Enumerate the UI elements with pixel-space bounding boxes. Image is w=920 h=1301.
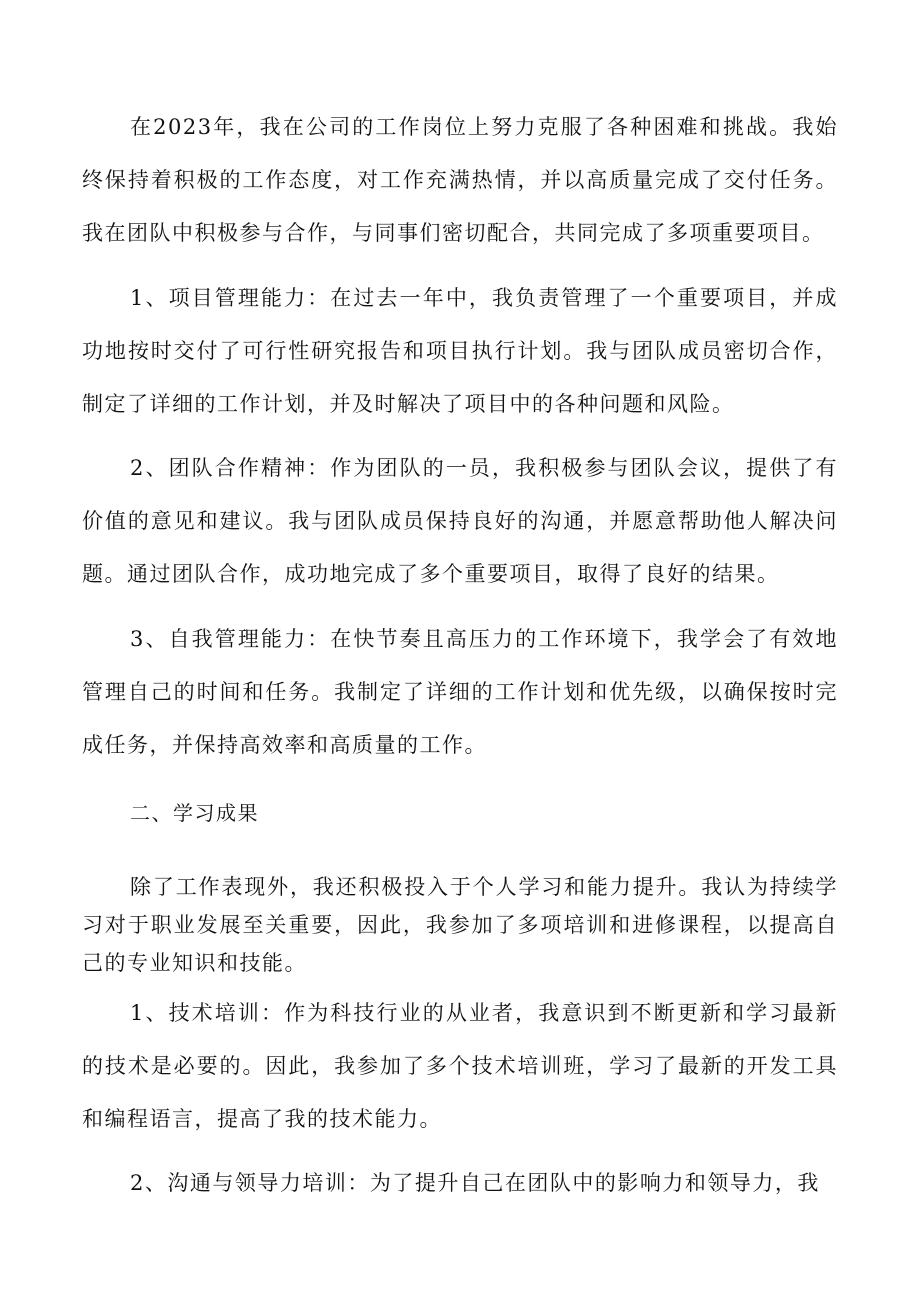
section-heading-learning: 二、学习成果 [130,801,259,825]
paragraph-tech-training: 1、技术培训：作为科技行业的从业者，我意识到不断更新和学习最新的技术是必要的。因此，我参加了多个技术培训班，学习了最新的开发工具和编程语言，提高了我的技术能力。 [82,1001,838,1131]
paragraph-self-management: 3、自我管理能力：在快节奏且高压力的工作环境下，我学会了有效地管理自己的时间和任务。我制定了详细的工作计划和优先级，以确保按时完成任务，并保持高效率和高质量的工作。 [82,627,838,757]
paragraph-leadership-training: 2、沟通与领导力培训：为了提升自己在团队中的影响力和领导力，我 [130,1171,820,1195]
paragraph-learning-intro: 除了工作表现外，我还积极投入于个人学习和能力提升。我认为持续学习对于职业发展至关重要，因此，我参加了多项培训和进修课程，以提高自己的专业知识和技能。 [82,875,838,975]
paragraph-teamwork: 2、团队合作精神：作为团队的一员，我积极参与团队会议，提供了有价值的意见和建议。我与团队成员保持良好的沟通，并愿意帮助他人解决问题。通过团队合作，成功地完成了多个重要项目，取得了良好的结果。 [82,456,838,586]
paragraph-project-management: 1、项目管理能力：在过去一年中，我负责管理了一个重要项目，并成功地按时交付了可行性研究报告和项目执行计划。我与团队成员密切合作，制定了详细的工作计划，并及时解决了项目中的各种问题和风险。 [82,286,838,416]
paragraph-intro: 在2023年，我在公司的工作岗位上努力克服了各种困难和挑战。我始终保持着积极的工作态度，对工作充满热情，并以高质量完成了交付任务。我在团队中积极参与合作，与同事们密切配合，共同完成了多项重要项目。 [82,115,838,245]
